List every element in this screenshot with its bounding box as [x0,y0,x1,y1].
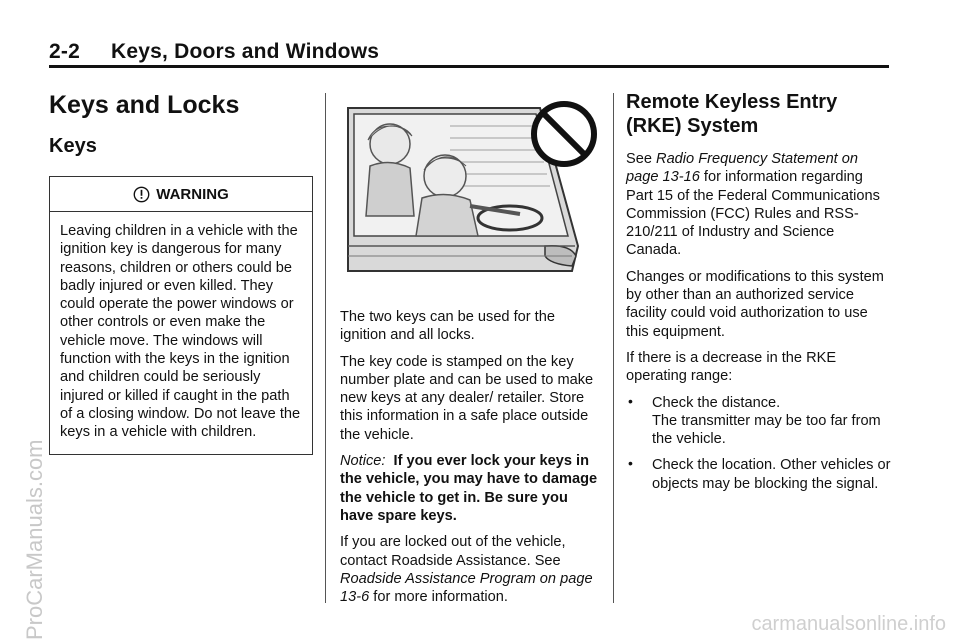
side-watermark: ProCarManuals.com [22,439,47,640]
bottom-watermark: carmanualsonline.info [751,613,946,635]
rke-paragraph-2: Changes or modifications to this system by other than an authorized service facility could void authorization to use this equipment. [626,268,884,340]
notice-text: If you ever lock your keys in the vehicle, you may have to damage the vehicle to get in. Be sure you have spare keys. [340,453,598,524]
rke-paragraph-3: If there is a decrease in the RKE operating range: [626,349,837,385]
column-divider [325,93,326,603]
chapter-title: Keys, Doors and Windows [111,40,380,63]
bullet-icon: • [628,455,633,472]
section-title: Keys and Locks [49,91,240,119]
lockout-paragraph: If you are locked out of the vehicle, contact Roadside Assistance. See Roadside Assistance Program on page 13-6 for more information. [340,534,593,606]
column-middle [340,96,602,606]
rke-title: Remote Keyless Entry (RKE) System [626,91,838,137]
column-right [626,90,892,493]
keys-paragraph-1: The two keys can be used for the ignition and all locks. [340,309,555,344]
roadside-link[interactable]: Roadside Assistance Program on page 13-6 [340,570,593,606]
notice-label: Notice: [340,453,386,470]
warning-label: WARNING [156,185,229,203]
page-number: 2-2 [49,40,80,63]
subsection-title: Keys [49,135,97,157]
warning-icon [133,186,150,203]
list-item: • Check the location. Other vehicles or objects may be blocking the signal. [628,455,891,492]
column-divider [613,93,614,603]
page-header [49,40,889,66]
column-left [49,90,314,455]
bullet-icon: • [628,392,633,409]
notice-paragraph [340,452,602,525]
list-item: • Check the distance. The transmitter may be too far from the vehicle. [628,392,881,448]
header-rule [49,65,889,68]
warning-text: Leaving children in a vehicle with the ignition key is dangerous for many reasons, children or others could be badly injured or even killed. They could operate the power windows or other controls or even make the vehicle move. The windows will function with the keys in the ignition and children could be seriously injured or killed if caught in the path of a closing window. Do not leave the keys in a vehicle with children. [60,223,301,441]
keys-paragraph-2: The key code is stamped on the key number plate and can be used to make new keys at any dealer/ retailer. Store this information in a safe place outside the vehicle. [340,353,594,443]
child-with-keys-illustration [340,96,602,296]
radio-frequency-link[interactable]: Radio Frequency Statement on page 13-16 [626,151,859,186]
rke-paragraph-1: See Radio Frequency Statement on page 13-16 for information regarding Part 15 of the Federal Communications Commission (FCC) Rules and RSS-210/211 of Industry and Science Canada. [626,151,880,259]
warning-box [49,176,313,455]
warning-header [50,177,312,212]
